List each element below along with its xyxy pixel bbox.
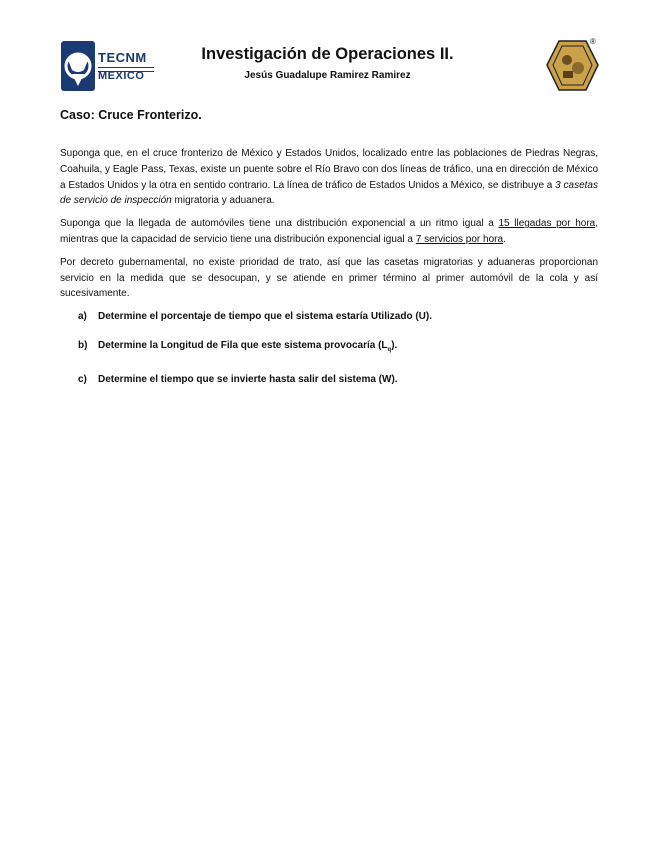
logo-text-mexico: MEXICO	[98, 70, 145, 82]
paragraph-rates: Suponga que la llegada de automóviles tiene una distribución exponencial a un ritmo igual a 15 llegadas por hora, mientras que la capacidad de servicio tiene una distribución exponencial igual a 7 servicios por hora.	[60, 218, 598, 245]
arrival-rate: 15 llegadas por hora	[498, 218, 596, 230]
logo-text-tecnm: TECNM	[98, 50, 147, 65]
question-label: b)	[78, 340, 88, 352]
registered-mark: ®	[590, 37, 596, 46]
question-a	[60, 309, 598, 324]
question-list	[60, 309, 598, 387]
paragraph-context: Suponga que, en el cruce fronterizo de México y Estados Unidos, localizado entre las poblaciones de Piedras Negras, Coahuila, y Eagle Pass, Texas, existe un puente sobre el Río Bravo con dos líneas de tráfico, una en dirección de México a Estados Unidos y la otra en sentido contrario. La línea de tráfico de Estados Unidos a México, se distribuye a 3 casetas de servicio de inspección migratoria y aduanera.	[60, 148, 598, 207]
document-body	[60, 108, 598, 401]
question-label: c)	[78, 374, 87, 386]
question-b	[60, 338, 598, 358]
seal-icon	[545, 38, 600, 93]
document-title: Investigación de Operaciones II.	[201, 45, 454, 63]
emphasis-casetas: 3 casetas de servicio de inspección	[60, 179, 598, 207]
institution-seal	[545, 38, 600, 93]
service-rate: 7 servicios por hora	[415, 233, 504, 245]
question-c	[60, 372, 598, 387]
case-title: Caso: Cruce Fronterizo.	[60, 108, 202, 122]
question-text: Determine el tiempo que se invierte hasta salir del sistema (W).	[98, 374, 398, 386]
document-header	[0, 0, 655, 110]
question-label: a)	[78, 311, 87, 323]
question-text: Determine el porcentaje de tiempo que el sistema estaría Utilizado (U).	[98, 311, 432, 323]
paragraph-priority: Por decreto gubernamental, no existe prioridad de trato, así que las casetas migratorias y aduaneras proporcionan servicio en la medida que se desocupan, y se atiende en primer término al primer automóvil de la cola y así sucesivamente.	[60, 256, 598, 300]
question-text: Determine la Longitud de Fila que este sistema provocaría $(L_q)$.	[98, 340, 398, 354]
document-author: Jesús Guadalupe Ramirez Ramirez	[244, 70, 411, 81]
